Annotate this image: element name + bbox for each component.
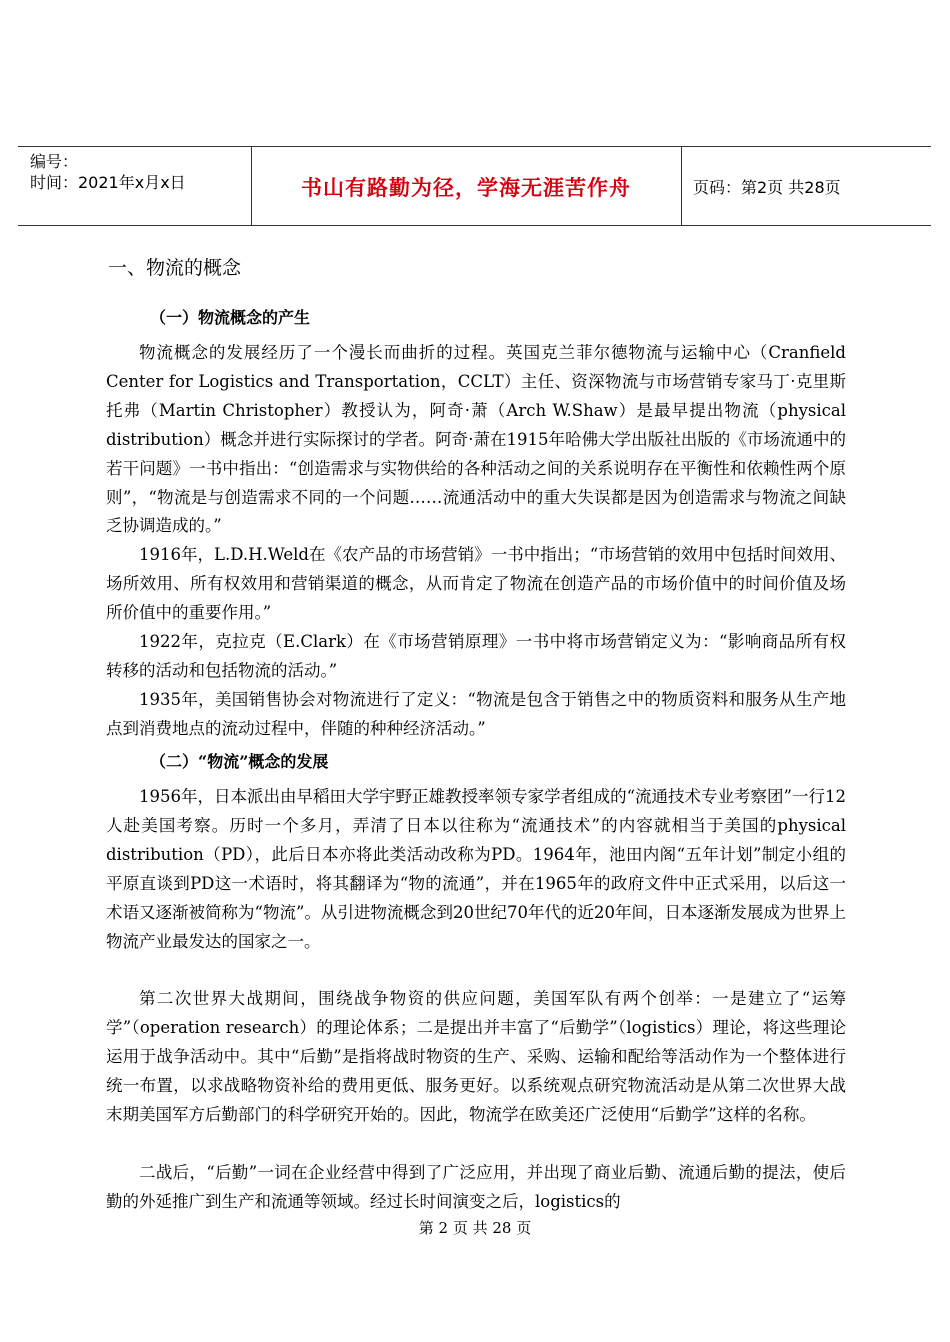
paragraph-3: 1922年，克拉克（E.Clark）在《市场营销原理》一书中将市场营销定义为：“影响商品所有权转移的活动和包括物流的活动。” <box>106 632 846 680</box>
document-date: 时间：2021年x月x日 <box>30 173 186 192</box>
paragraph-5: 1956年，日本派出由早稻田大学宇野正雄教授率领专家学者组成的“流通技术专业考察团”一行12人赴美国考察。历时一个多月，弄清了日本以往称为“流通技术”的内容就相当于美国的physical distribution（PD），此后日本亦将此类活动改称为PD。1964年，池田内阁“五年计划”制定小组的平原直谈到PD这一术语时，将其翻译为“物的流通”，并在1965年的政府文件中正式采用，以后这一术语又逐渐被简称为“物流”。从引进物流概念到20世纪70年代的近20年间，日本逐渐发展成为世界上物流产业最发达的国家之一。 <box>106 787 846 951</box>
document-header <box>18 146 931 226</box>
subsection-title-2: （二）“物流”概念的发展 <box>150 752 329 771</box>
paragraph-6: 第二次世界大战期间，围绕战争物资的供应问题，美国军队有两个创举：一是建立了“运筹学”（operation research）的理论体系；二是提出并丰富了“后勤学”（logistics）理论，将这些理论运用于战争活动中。其中“后勤”是指将战时物资的生产、采购、运输和配给等活动作为一个整体进行统一布置，以求战略物资补给的费用更低、服务更好。以系统观点研究物流活动是从第二次世界大战末期美国军方后勤部门的科学研究开始的。因此，物流学在欧美还广泛使用“后勤学”这样的名称。 <box>106 989 846 1124</box>
paragraph-7: 二战后，“后勤”一词在企业经营中得到了广泛应用，并出现了商业后勤、流通后勤的提法，使后勤的外延推广到生产和流通等领域。经过长时间演变之后，logistics的 <box>106 1163 846 1211</box>
subsection-title-1: （一）物流概念的产生 <box>150 308 311 327</box>
header-motto: 书山有路勤为径，学海无涯苦作舟 <box>301 176 631 200</box>
header-page-info: 页码：第2页 共28页 <box>693 178 841 197</box>
header-middle-cell <box>251 147 682 225</box>
paragraph-2: 1916年，L.D.H.Weld在《农产品的市场营销》一书中指出；“市场营销的效用中包括时间效用、场所效用、所有权效用和营销渠道的概念，从而肯定了物流在创造产品的市场价值中的时间价值及场所价值中的重要作用。” <box>106 545 846 622</box>
header-right-cell <box>681 147 931 225</box>
paragraph-4: 1935年，美国销售协会对物流进行了定义：“物流是包含于销售之中的物质资料和服务从生产地点到消费地点的流动过程中，伴随的种种经济活动。” <box>106 690 846 738</box>
paragraph-1: 物流概念的发展经历了一个漫长而曲折的过程。英国克兰菲尔德物流与运输中心（Cranfield Center for Logistics and Transportation，CCLT）主任、资深物流与市场营销专家马丁·克里斯托弗（Martin Christopher）教授认为，阿奇·萧（Arch W.Shaw）是最早提出物流（physical distribution）概念并进行实际探讨的学者。阿奇·萧在1915年哈佛大学出版社出版的《市场流通中的若干问题》一书中指出：“创造需求与实物供给的各种活动之间的关系说明存在平衡性和依赖性两个原则”，“物流是与创造需求不同的一个问题……流通活动中的重大失误都是因为创造需求与物流之间缺乏协调造成的。” <box>106 343 846 536</box>
section-title: 一、物流的概念 <box>108 257 242 279</box>
page-footer: 第 2 页 共 28 页 <box>418 1219 532 1237</box>
document-number-label: 编号： <box>30 152 79 171</box>
header-left-cell <box>18 147 252 225</box>
